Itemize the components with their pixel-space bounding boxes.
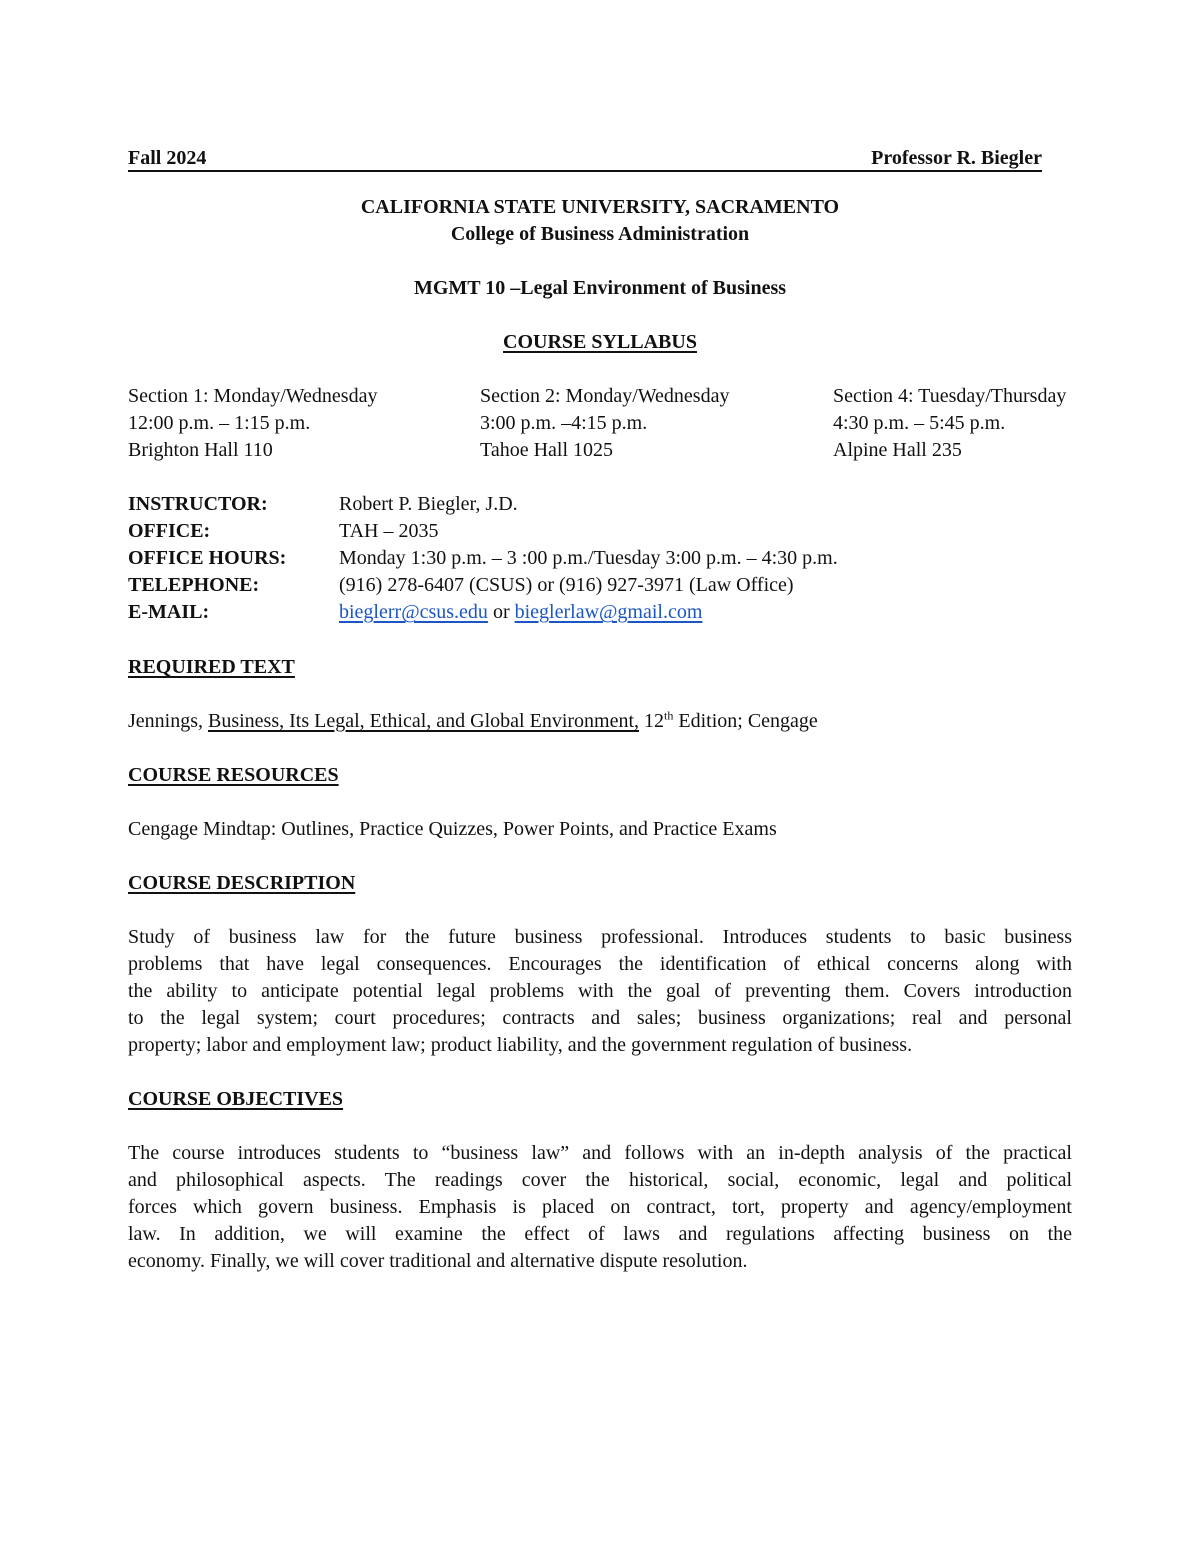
office-value: TAH – 2035 [339, 520, 439, 542]
email-label: E-MAIL: [128, 601, 210, 623]
college-title: College of Business Administration [450, 223, 750, 245]
office-hours-label: OFFICE HOURS: [128, 547, 287, 569]
paragraph-line: law. In addition, we will examine the effect of laws and regulations affecting business on the [128, 1223, 1072, 1245]
email-row [128, 599, 1028, 626]
telephone-row [128, 572, 1028, 599]
book-edition-number: 12 [639, 710, 665, 732]
email-values [339, 599, 702, 626]
section-location: Alpine Hall 235 [833, 439, 962, 461]
course-objectives-text [128, 1140, 1072, 1275]
section-time: 4:30 p.m. – 5:45 p.m. [833, 412, 1006, 434]
telephone-value: (916) 278-6407 (CSUS) or (916) 927-3971 (Law Office) [339, 574, 794, 596]
syllabus-heading [0, 329, 1200, 356]
paragraph-line: Study of business law for the future business professional. Introduces students to basic business [128, 926, 1072, 948]
section-name: Section 4: Tuesday/Thursday [833, 385, 1067, 407]
required-text-heading: REQUIRED TEXT [128, 656, 295, 678]
book-edition-suffix: th [664, 708, 674, 723]
office-hours-row [128, 545, 1028, 572]
office-label: OFFICE: [128, 520, 211, 542]
email-or: or [487, 601, 515, 623]
paragraph-line: the ability to anticipate potential legal problems with the goal of preventing them. Covers introduction [128, 980, 1072, 1002]
course-description-heading: COURSE DESCRIPTION [128, 872, 356, 894]
email-link-csus[interactable]: bieglerr@csus.edu [339, 601, 488, 623]
paragraph-line: to the legal system; court procedures; contracts and sales; business organizations; real and personal [128, 1007, 1072, 1029]
book-title: Business, Its Legal, Ethical, and Global Environment, [208, 710, 640, 732]
instructor-row [128, 491, 1028, 518]
instructor-value: Robert P. Biegler, J.D. [339, 493, 518, 515]
syllabus-heading-text: COURSE SYLLABUS [503, 331, 697, 353]
section-time: 3:00 p.m. –4:15 p.m. [480, 412, 648, 434]
professor-label: Professor R. Biegler [871, 147, 1042, 169]
course-objectives-heading: COURSE OBJECTIVES [128, 1088, 344, 1110]
section-time: 12:00 p.m. – 1:15 p.m. [128, 412, 311, 434]
section-location: Tahoe Hall 1025 [480, 439, 614, 461]
course-description-text [128, 924, 1072, 1059]
paragraph-line: economy. Finally, we will cover traditional and alternative dispute resolution. [128, 1250, 748, 1272]
university-title: CALIFORNIA STATE UNIVERSITY, SACRAMENTO [360, 196, 840, 218]
telephone-label: TELEPHONE: [128, 574, 260, 596]
instructor-info [128, 491, 1028, 626]
paragraph-line: and philosophical aspects. The readings cover the historical, social, economic, legal and political [128, 1169, 1072, 1191]
office-row [128, 518, 1028, 545]
book-author: Jennings, [128, 710, 208, 732]
section-schedule [128, 383, 1188, 465]
section-location: Brighton Hall 110 [128, 439, 273, 461]
instructor-label: INSTRUCTOR: [128, 493, 268, 515]
paragraph-line: problems that have legal consequences. Encourages the identification of ethical concerns along with [128, 953, 1072, 975]
section-name: Section 1: Monday/Wednesday [128, 385, 378, 407]
section-4 [833, 383, 1185, 464]
section-2 [480, 383, 832, 464]
paragraph-line: property; labor and employment law; product liability, and the government regulation of business. [128, 1034, 913, 1056]
book-edition-publisher: Edition; Cengage [673, 710, 818, 732]
paragraph-line: forces which govern business. Emphasis is placed on contract, tort, property and agency/employment [128, 1196, 1072, 1218]
course-title: MGMT 10 –Legal Environment of Business [413, 277, 787, 299]
term-label: Fall 2024 [128, 147, 207, 169]
required-text-citation [128, 708, 818, 735]
page-header [128, 144, 1042, 172]
email-link-gmail[interactable]: bieglerlaw@gmail.com [514, 601, 703, 623]
paragraph-line: The course introduces students to “business law” and follows with an in-depth analysis of the practical [128, 1142, 1072, 1164]
section-1 [128, 383, 480, 464]
course-resources-text: Cengage Mindtap: Outlines, Practice Quizzes, Power Points, and Practice Exams [128, 818, 777, 840]
office-hours-value: Monday 1:30 p.m. – 3 :00 p.m./Tuesday 3:00 p.m. – 4:30 p.m. [339, 547, 838, 569]
course-resources-heading: COURSE RESOURCES [128, 764, 339, 786]
section-name: Section 2: Monday/Wednesday [480, 385, 730, 407]
